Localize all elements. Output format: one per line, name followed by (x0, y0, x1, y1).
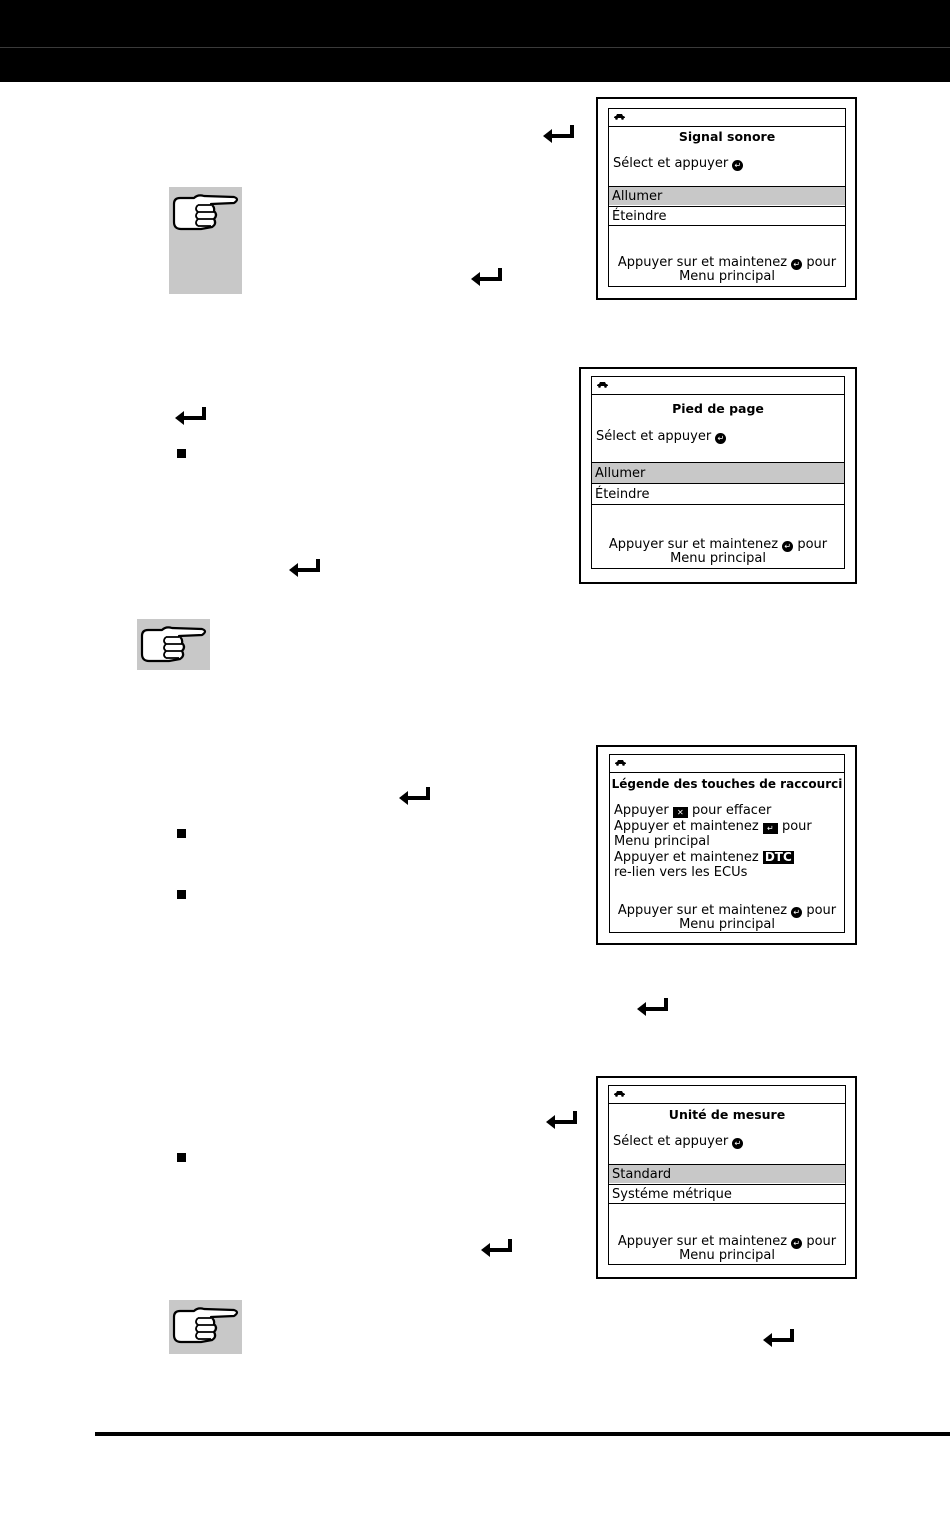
pointing-hand-note-icon (139, 621, 209, 669)
legend-text: pour (781, 818, 812, 834)
menu-option-standard[interactable]: Standard (609, 1164, 845, 1183)
footer-menu: Menu principal (679, 917, 775, 932)
screen-title: Unité de mesure (668, 1107, 786, 1122)
prompt-text: Sélect et appuyer (613, 1134, 729, 1149)
footer-hint (592, 538, 844, 565)
lcd-status-bar (610, 755, 844, 773)
enter-key-icon: ↵ (763, 823, 778, 834)
menu-option-allumer[interactable]: Allumer (592, 462, 844, 483)
prompt-line (596, 429, 726, 444)
enter-key-icon (545, 1109, 579, 1133)
car-icon (613, 113, 626, 120)
menu-option-allumer[interactable]: Allumer (609, 186, 845, 205)
square-bullet-icon (177, 1153, 186, 1162)
screen-title: Légende des touches de raccourci (611, 777, 843, 791)
screen-signal-sonore (596, 97, 857, 300)
lcd-display (608, 1085, 846, 1265)
footer-rule (95, 1432, 950, 1436)
lcd-display (609, 754, 845, 933)
screen-pied-de-page (579, 367, 857, 584)
dtc-key-label: DTC (764, 849, 792, 864)
enter-key-icon: ↵ (791, 1238, 802, 1249)
enter-key-icon (636, 996, 670, 1020)
footer-hint (609, 1235, 845, 1262)
divider (609, 1203, 845, 1204)
enter-key-icon (480, 1237, 514, 1261)
prompt-line (613, 1134, 743, 1149)
footer-pour: pour (806, 903, 837, 918)
screen-title: Signal sonore (678, 129, 776, 144)
footer-hint (610, 904, 844, 931)
prompt-line (613, 156, 743, 171)
prompt-text: Sélect et appuyer (596, 429, 712, 444)
erase-key-icon: ✕ (673, 807, 688, 818)
note-box (137, 619, 210, 670)
lcd-display (591, 376, 845, 569)
header-divider (0, 47, 950, 48)
lcd-status-bar (609, 109, 845, 127)
footer-menu: Menu principal (679, 269, 775, 284)
screen-title: Pied de page (672, 401, 764, 416)
lcd-status-bar (592, 377, 844, 395)
note-box (169, 187, 242, 294)
footer-pour: pour (797, 537, 828, 552)
enter-key-icon: ↵ (715, 433, 726, 444)
screen-unite-de-mesure (596, 1076, 857, 1279)
car-icon (596, 381, 609, 388)
footer-text: Appuyer sur et maintenez (617, 1234, 788, 1249)
square-bullet-icon (177, 829, 186, 838)
square-bullet-icon (177, 449, 186, 458)
square-bullet-icon (177, 890, 186, 899)
legend-text: Menu principal (614, 834, 710, 849)
footer-menu: Menu principal (679, 1248, 775, 1263)
legend-text: re-lien vers les ECUs (614, 865, 748, 880)
page-header-band (0, 0, 950, 82)
note-box (169, 1300, 242, 1354)
screen-legende-touches (596, 745, 857, 945)
enter-key-icon: ↵ (732, 160, 743, 171)
enter-key-icon: ↵ (782, 541, 793, 552)
menu-option-eteindre[interactable]: Éteindre (609, 206, 845, 225)
car-icon (613, 1090, 626, 1097)
shortcut-legend (614, 803, 812, 881)
legend-text: Appuyer et maintenez (614, 849, 759, 865)
footer-hint (609, 256, 845, 283)
enter-key-icon: ↵ (791, 907, 802, 918)
pointing-hand-note-icon (171, 1302, 241, 1350)
enter-key-icon (762, 1327, 796, 1351)
enter-key-icon: ↵ (732, 1138, 743, 1149)
divider (592, 504, 844, 505)
legend-text: pour effacer (691, 803, 772, 818)
footer-text: Appuyer sur et maintenez (617, 903, 788, 918)
legend-text: Appuyer (614, 803, 669, 818)
divider (609, 225, 845, 226)
enter-key-icon (174, 405, 208, 429)
car-icon (614, 759, 627, 766)
footer-text: Appuyer sur et maintenez (617, 255, 788, 270)
lcd-display (608, 108, 846, 287)
enter-key-icon (542, 123, 576, 147)
menu-option-systeme-metrique[interactable]: Systéme métrique (609, 1184, 845, 1203)
footer-pour: pour (806, 255, 837, 270)
legend-text: Appuyer et maintenez (614, 818, 759, 834)
enter-key-icon (398, 785, 432, 809)
pointing-hand-note-icon (171, 189, 241, 237)
prompt-text: Sélect et appuyer (613, 156, 729, 171)
footer-pour: pour (806, 1234, 837, 1249)
enter-key-icon: ↵ (791, 259, 802, 270)
enter-key-icon (288, 557, 322, 581)
enter-key-icon (470, 266, 504, 290)
footer-text: Appuyer sur et maintenez (608, 537, 779, 552)
lcd-status-bar (609, 1086, 845, 1104)
footer-menu: Menu principal (670, 551, 766, 566)
menu-option-eteindre[interactable]: Éteindre (592, 483, 844, 504)
